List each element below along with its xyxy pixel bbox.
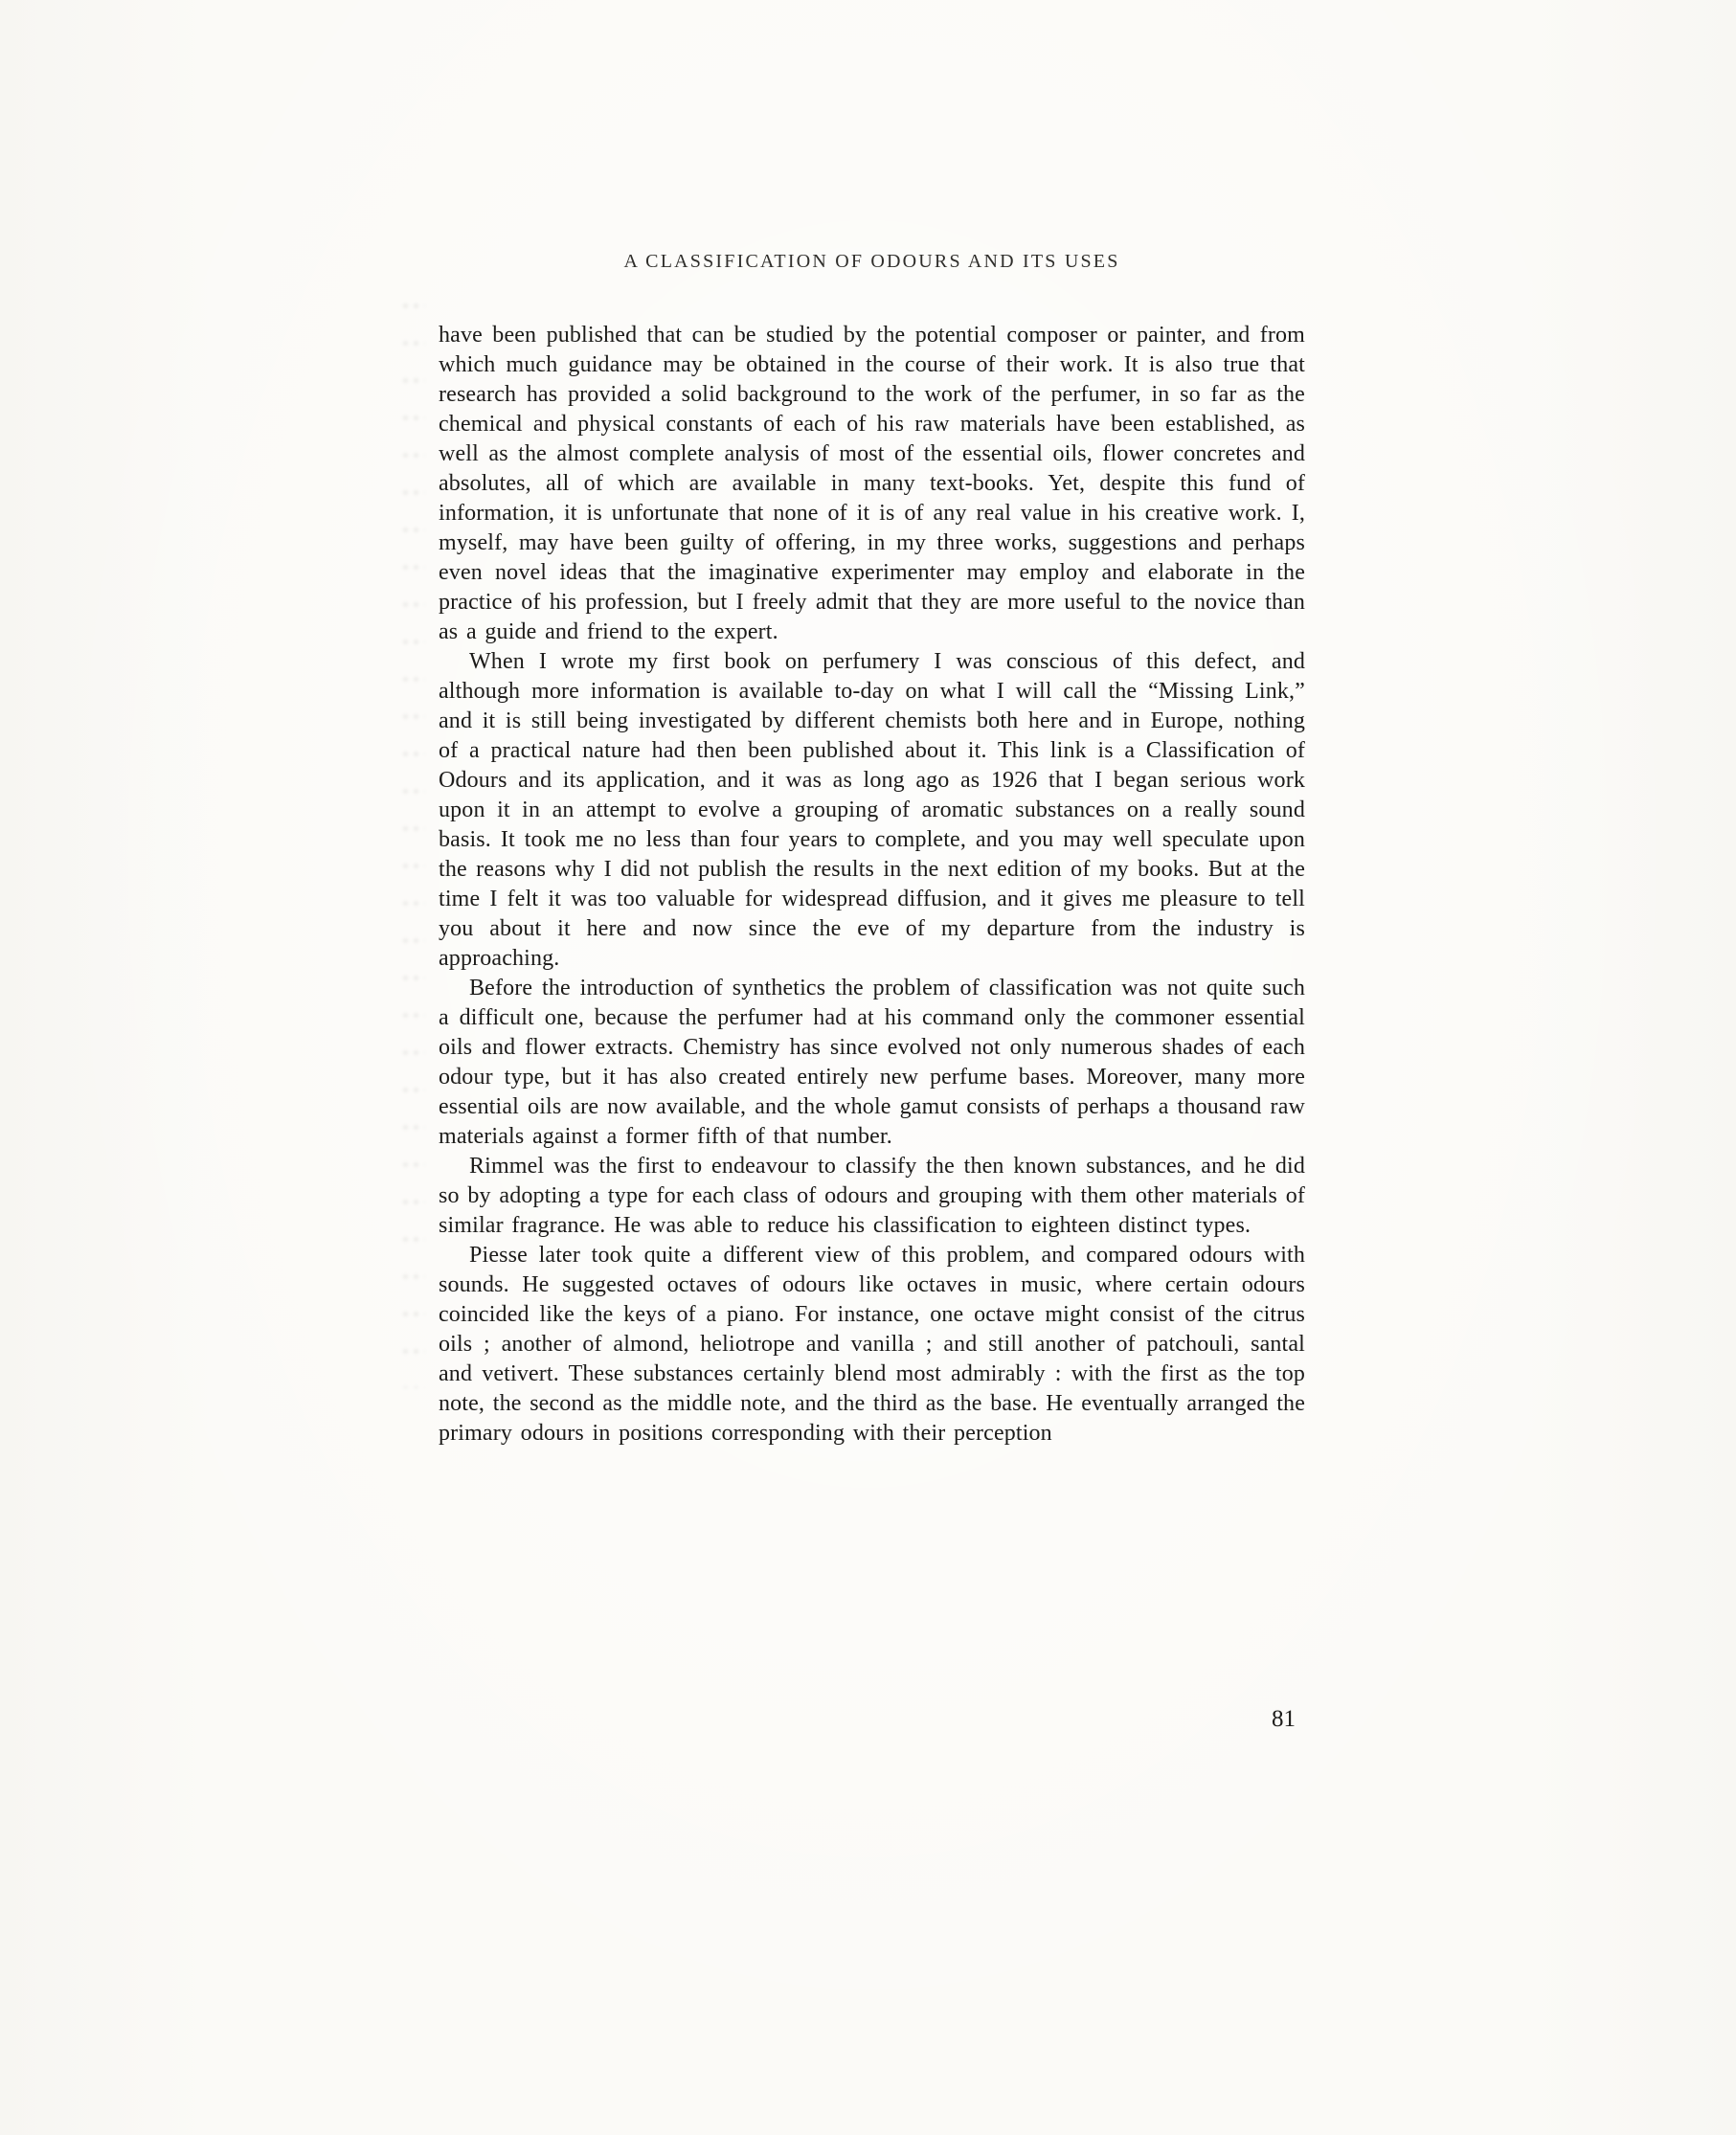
paragraph: When I wrote my first book on perfumery I was conscious of this defect, and although more information is available to-day on what I will call the “Missing Link,” and it is still being investigated by different chemists both here and in Europe, nothing of a practical nature had then been published about it. This link is a Classification of Odours and its application, and it was as long ago as 1926 that I began serious work upon it in an attempt to evolve a grouping of aromatic substances on a really sound basis. It took me no less than four years to complete, and you may well speculate upon the reasons why I did not publish the results in the next edition of my books. But at the time I felt it was too valuable for widespread diffusion, and it gives me pleasure to tell you about it here and now since the eve of my departure from the industry is approaching. bbox=[439, 649, 1305, 971]
paragraph: Rimmel was the first to endeavour to classify the then known substances, and he did so by adopting a type for each class of odours and grouping with them other materials of similar fragrance. He was able to reduce his classification to eighteen distinct types. bbox=[439, 1154, 1305, 1238]
paragraph: have been published that can be studied by the potential composer or painter, and from which much guidance may be obtained in the course of their work. It is also true that research has provided a solid background to the work of the perfumer, in so far as the chemical and physical constants of each of his raw materials have been established, as well as the almost complete analysis of most of the essential oils, flower concretes and absolutes, all of which are available in many text-books. Yet, despite this fund of information, it is unfortunate that none of it is of any real value in his creative work. I, myself, may have been guilty of offering, in my three works, suggestions and perhaps even novel ideas that the imaginative experimenter may employ and elaborate in the practice of his profession, but I freely admit that they are more useful to the novice than as a guide and friend to the expert. bbox=[439, 323, 1305, 644]
paragraph: Before the introduction of synthetics the problem of classification was not quite such a difficult one, because the perfumer had at his command only the commoner essential oils and flower extracts. Chemistry has since evolved not only numerous shades of each odour type, but it has also created entirely new perfume bases. Moreover, many more essential oils are now available, and the whole gamut consists of perhaps a thousand raw materials against a former fifth of that number. bbox=[439, 976, 1305, 1149]
scan-artifact bbox=[400, 287, 425, 1388]
paragraph: Piesse later took quite a different view of this problem, and compared odours with sounds. He suggested octaves of odours like octaves in music, where certain odours coincided like the keys of a piano. For instance, one octave might consist of the citrus oils ; another of almond, heliotrope and vanilla ; and still another of patchouli, santal and vetivert. These substances certainly blend most admirably : with the first as the top note, the second as the middle note, and the third as the base. He eventually arranged the primary odours in positions corresponding with their perception bbox=[439, 1243, 1305, 1446]
text-block bbox=[439, 251, 1305, 1449]
page-header-title: A CLASSIFICATION OF ODOURS AND ITS USES bbox=[623, 251, 1120, 272]
page-number: 81 bbox=[1272, 1706, 1296, 1732]
body-text bbox=[439, 321, 1305, 1449]
